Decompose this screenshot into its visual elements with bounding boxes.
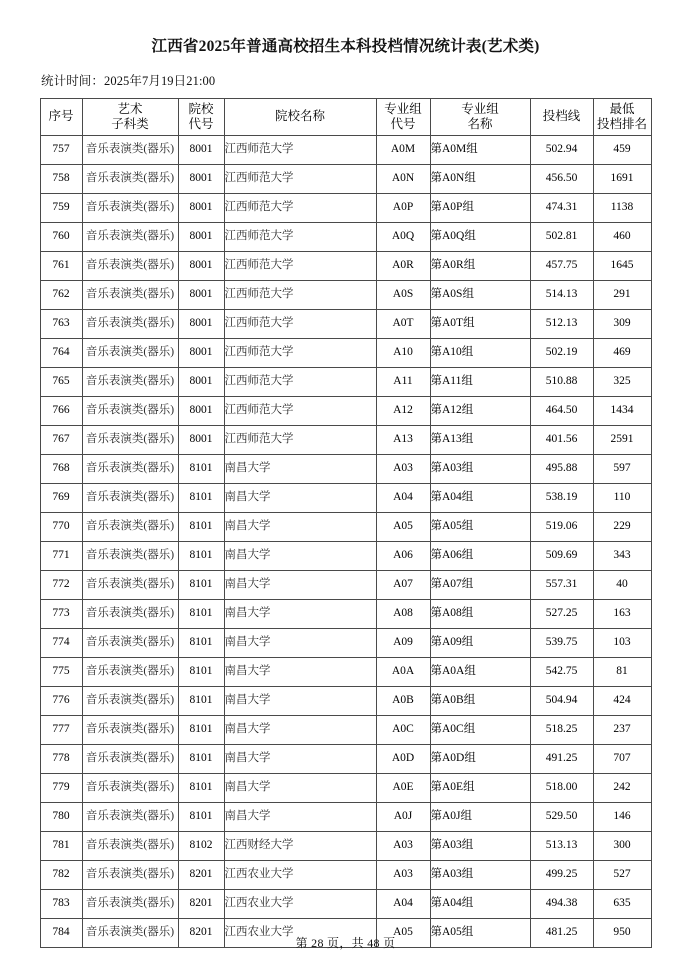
cell-sequence: 761 [40, 251, 82, 280]
table-row [40, 483, 651, 512]
cell-college-code: 8001 [178, 309, 224, 338]
table-row [40, 164, 651, 193]
cell-admission-score: 495.88 [530, 454, 593, 483]
cell-sequence: 765 [40, 367, 82, 396]
cell-admission-score: 509.69 [530, 541, 593, 570]
cell-group-code: A0M [376, 135, 430, 164]
cell-college-code: 8101 [178, 541, 224, 570]
table-row [40, 686, 651, 715]
cell-college-name: 南昌大学 [224, 599, 376, 628]
cell-sequence: 758 [40, 164, 82, 193]
cell-group-code: A08 [376, 599, 430, 628]
cell-lowest-rank: 309 [593, 309, 651, 338]
cell-art-subcategory: 音乐表演类(器乐) [82, 860, 178, 889]
cell-college-code: 8001 [178, 367, 224, 396]
cell-group-name: 第A0Q组 [430, 222, 530, 251]
cell-lowest-rank: 325 [593, 367, 651, 396]
cell-admission-score: 502.81 [530, 222, 593, 251]
cell-group-code: A0E [376, 773, 430, 802]
cell-group-name: 第A07组 [430, 570, 530, 599]
cell-admission-score: 529.50 [530, 802, 593, 831]
table-row [40, 280, 651, 309]
cell-college-name: 南昌大学 [224, 773, 376, 802]
cell-admission-score: 502.19 [530, 338, 593, 367]
cell-group-name: 第A0E组 [430, 773, 530, 802]
cell-admission-score: 401.56 [530, 425, 593, 454]
cell-art-subcategory: 音乐表演类(器乐) [82, 744, 178, 773]
page-footer: 第 28 页，共 48 页 [295, 936, 396, 950]
cell-lowest-rank: 291 [593, 280, 651, 309]
cell-admission-score: 539.75 [530, 628, 593, 657]
table-row [40, 512, 651, 541]
cell-lowest-rank: 81 [593, 657, 651, 686]
cell-group-name: 第A06组 [430, 541, 530, 570]
cell-college-code: 8001 [178, 280, 224, 309]
cell-college-code: 8101 [178, 715, 224, 744]
cell-group-code: A11 [376, 367, 430, 396]
cell-college-name: 江西农业大学 [224, 889, 376, 918]
cell-art-subcategory: 音乐表演类(器乐) [82, 512, 178, 541]
cell-art-subcategory: 音乐表演类(器乐) [82, 251, 178, 280]
cell-sequence: 772 [40, 570, 82, 599]
table-row [40, 193, 651, 222]
page-title: 江西省2025年普通高校招生本科投档情况统计表(艺术类) [151, 38, 540, 55]
cell-college-name: 江西农业大学 [224, 918, 376, 947]
header-art-subcategory-line1: 艺术 [117, 101, 143, 116]
cell-admission-score: 494.38 [530, 889, 593, 918]
cell-group-name: 第A10组 [430, 338, 530, 367]
cell-sequence: 760 [40, 222, 82, 251]
cell-college-code: 8101 [178, 802, 224, 831]
table-row [40, 860, 651, 889]
table-row [40, 222, 651, 251]
cell-college-code: 8201 [178, 860, 224, 889]
cell-art-subcategory: 音乐表演类(器乐) [82, 918, 178, 947]
cell-sequence: 771 [40, 541, 82, 570]
cell-admission-score: 457.75 [530, 251, 593, 280]
table-row [40, 367, 651, 396]
cell-college-name: 江西师范大学 [224, 280, 376, 309]
cell-lowest-rank: 460 [593, 222, 651, 251]
cell-college-name: 南昌大学 [224, 715, 376, 744]
cell-group-code: A04 [376, 889, 430, 918]
cell-college-name: 南昌大学 [224, 686, 376, 715]
header-group-code-line1: 专业组 [384, 101, 422, 116]
cell-group-code: A0A [376, 657, 430, 686]
table-row [40, 657, 651, 686]
cell-college-name: 江西师范大学 [224, 309, 376, 338]
cell-admission-score: 502.94 [530, 135, 593, 164]
cell-sequence: 784 [40, 918, 82, 947]
header-college-name-label: 院校名称 [274, 108, 325, 123]
cell-art-subcategory: 音乐表演类(器乐) [82, 309, 178, 338]
table-row [40, 425, 651, 454]
cell-group-code: A0B [376, 686, 430, 715]
cell-group-code: A0C [376, 715, 430, 744]
cell-college-code: 8101 [178, 773, 224, 802]
header-group-code-line2: 代号 [390, 116, 416, 131]
cell-college-code: 8102 [178, 831, 224, 860]
cell-admission-score: 542.75 [530, 657, 593, 686]
cell-art-subcategory: 音乐表演类(器乐) [82, 657, 178, 686]
cell-group-name: 第A0D组 [430, 744, 530, 773]
cell-sequence: 774 [40, 628, 82, 657]
cell-lowest-rank: 110 [593, 483, 651, 512]
cell-college-code: 8101 [178, 686, 224, 715]
cell-college-code: 8101 [178, 657, 224, 686]
cell-art-subcategory: 音乐表演类(器乐) [82, 541, 178, 570]
cell-art-subcategory: 音乐表演类(器乐) [82, 715, 178, 744]
cell-art-subcategory: 音乐表演类(器乐) [82, 280, 178, 309]
cell-college-name: 江西农业大学 [224, 860, 376, 889]
cell-sequence: 781 [40, 831, 82, 860]
cell-admission-score: 538.19 [530, 483, 593, 512]
cell-college-code: 8001 [178, 222, 224, 251]
cell-group-name: 第A04组 [430, 889, 530, 918]
cell-lowest-rank: 527 [593, 860, 651, 889]
cell-college-name: 江西师范大学 [224, 367, 376, 396]
cell-group-name: 第A13组 [430, 425, 530, 454]
cell-college-name: 南昌大学 [224, 744, 376, 773]
header-sequence [40, 98, 82, 135]
cell-lowest-rank: 300 [593, 831, 651, 860]
cell-group-code: A0D [376, 744, 430, 773]
header-sequence-label: 序号 [48, 108, 74, 123]
cell-lowest-rank: 1691 [593, 164, 651, 193]
cell-group-name: 第A0S组 [430, 280, 530, 309]
cell-college-name: 南昌大学 [224, 570, 376, 599]
cell-sequence: 762 [40, 280, 82, 309]
cell-sequence: 779 [40, 773, 82, 802]
cell-college-name: 南昌大学 [224, 541, 376, 570]
cell-admission-score: 513.13 [530, 831, 593, 860]
cell-group-code: A0S [376, 280, 430, 309]
cell-group-code: A0T [376, 309, 430, 338]
cell-admission-score: 481.25 [530, 918, 593, 947]
cell-sequence: 767 [40, 425, 82, 454]
statistics-time-label: 统计时间：2025年7月19日21:00 [41, 73, 216, 88]
cell-group-name: 第A0C组 [430, 715, 530, 744]
cell-group-code: A0N [376, 164, 430, 193]
cell-college-code: 8001 [178, 338, 224, 367]
cell-college-code: 8201 [178, 918, 224, 947]
cell-college-name: 江西师范大学 [224, 135, 376, 164]
cell-group-name: 第A09组 [430, 628, 530, 657]
table-row [40, 541, 651, 570]
table-row [40, 454, 651, 483]
cell-lowest-rank: 163 [593, 599, 651, 628]
cell-group-name: 第A03组 [430, 454, 530, 483]
cell-college-name: 江西师范大学 [224, 193, 376, 222]
cell-sequence: 773 [40, 599, 82, 628]
cell-lowest-rank: 2591 [593, 425, 651, 454]
header-college-code-line1: 院校 [188, 101, 214, 116]
cell-lowest-rank: 707 [593, 744, 651, 773]
cell-admission-score: 474.31 [530, 193, 593, 222]
cell-group-name: 第A0N组 [430, 164, 530, 193]
table-row [40, 599, 651, 628]
header-lowest-rank-line2: 投档排名 [596, 116, 647, 131]
cell-group-code: A03 [376, 860, 430, 889]
cell-sequence: 759 [40, 193, 82, 222]
cell-art-subcategory: 音乐表演类(器乐) [82, 599, 178, 628]
cell-college-code: 8101 [178, 599, 224, 628]
cell-college-code: 8001 [178, 396, 224, 425]
cell-art-subcategory: 音乐表演类(器乐) [82, 570, 178, 599]
cell-sequence: 766 [40, 396, 82, 425]
cell-group-name: 第A12组 [430, 396, 530, 425]
admission-statistics-table [40, 98, 652, 948]
cell-lowest-rank: 103 [593, 628, 651, 657]
cell-sequence: 768 [40, 454, 82, 483]
table-header-row [40, 98, 651, 135]
cell-lowest-rank: 1138 [593, 193, 651, 222]
cell-admission-score: 519.06 [530, 512, 593, 541]
header-lowest-rank-line1: 最低 [609, 101, 635, 116]
cell-group-name: 第A11组 [430, 367, 530, 396]
cell-group-name: 第A0P组 [430, 193, 530, 222]
cell-group-code: A0P [376, 193, 430, 222]
cell-sequence: 769 [40, 483, 82, 512]
cell-college-name: 南昌大学 [224, 454, 376, 483]
cell-group-name: 第A0A组 [430, 657, 530, 686]
cell-group-name: 第A03组 [430, 860, 530, 889]
cell-college-name: 江西师范大学 [224, 338, 376, 367]
cell-group-code: A07 [376, 570, 430, 599]
cell-group-code: A0J [376, 802, 430, 831]
cell-college-name: 南昌大学 [224, 802, 376, 831]
cell-art-subcategory: 音乐表演类(器乐) [82, 773, 178, 802]
cell-lowest-rank: 469 [593, 338, 651, 367]
cell-group-name: 第A0T组 [430, 309, 530, 338]
cell-college-name: 江西师范大学 [224, 251, 376, 280]
cell-group-name: 第A04组 [430, 483, 530, 512]
table-row [40, 773, 651, 802]
table-row [40, 396, 651, 425]
cell-group-name: 第A05组 [430, 918, 530, 947]
cell-lowest-rank: 237 [593, 715, 651, 744]
cell-college-name: 江西师范大学 [224, 222, 376, 251]
cell-group-code: A0R [376, 251, 430, 280]
cell-sequence: 778 [40, 744, 82, 773]
cell-lowest-rank: 229 [593, 512, 651, 541]
cell-admission-score: 557.31 [530, 570, 593, 599]
header-group-name [430, 98, 530, 135]
header-art-subcategory-line2: 子科类 [111, 116, 149, 131]
table-row [40, 628, 651, 657]
cell-sequence: 764 [40, 338, 82, 367]
cell-group-code: A10 [376, 338, 430, 367]
header-group-name-line2: 名称 [467, 116, 493, 131]
cell-group-code: A06 [376, 541, 430, 570]
cell-lowest-rank: 1434 [593, 396, 651, 425]
cell-group-name: 第A0J组 [430, 802, 530, 831]
cell-college-name: 南昌大学 [224, 483, 376, 512]
cell-admission-score: 456.50 [530, 164, 593, 193]
table-row [40, 570, 651, 599]
cell-art-subcategory: 音乐表演类(器乐) [82, 454, 178, 483]
cell-admission-score: 518.00 [530, 773, 593, 802]
cell-admission-score: 512.13 [530, 309, 593, 338]
table-row [40, 715, 651, 744]
cell-college-code: 8101 [178, 454, 224, 483]
cell-college-name: 南昌大学 [224, 628, 376, 657]
header-college-code [178, 98, 224, 135]
cell-art-subcategory: 音乐表演类(器乐) [82, 831, 178, 860]
cell-college-code: 8001 [178, 193, 224, 222]
table-row [40, 831, 651, 860]
cell-sequence: 757 [40, 135, 82, 164]
header-admission-score-label: 投档线 [542, 108, 581, 123]
cell-college-name: 江西师范大学 [224, 425, 376, 454]
cell-art-subcategory: 音乐表演类(器乐) [82, 367, 178, 396]
cell-sequence: 777 [40, 715, 82, 744]
cell-art-subcategory: 音乐表演类(器乐) [82, 483, 178, 512]
cell-group-code: A13 [376, 425, 430, 454]
cell-art-subcategory: 音乐表演类(器乐) [82, 396, 178, 425]
cell-admission-score: 491.25 [530, 744, 593, 773]
cell-group-code: A03 [376, 454, 430, 483]
cell-group-name: 第A0B组 [430, 686, 530, 715]
cell-group-code: A0Q [376, 222, 430, 251]
cell-sequence: 770 [40, 512, 82, 541]
cell-sequence: 783 [40, 889, 82, 918]
cell-admission-score: 510.88 [530, 367, 593, 396]
table-row [40, 338, 651, 367]
cell-sequence: 776 [40, 686, 82, 715]
cell-sequence: 775 [40, 657, 82, 686]
cell-group-name: 第A08组 [430, 599, 530, 628]
cell-art-subcategory: 音乐表演类(器乐) [82, 222, 178, 251]
header-college-code-line2: 代号 [188, 116, 214, 131]
cell-college-code: 8101 [178, 628, 224, 657]
table-body [40, 135, 651, 947]
cell-college-name: 江西师范大学 [224, 164, 376, 193]
cell-group-code: A04 [376, 483, 430, 512]
cell-college-code: 8001 [178, 135, 224, 164]
cell-group-name: 第A0M组 [430, 135, 530, 164]
cell-lowest-rank: 146 [593, 802, 651, 831]
cell-group-code: A03 [376, 831, 430, 860]
cell-lowest-rank: 635 [593, 889, 651, 918]
cell-art-subcategory: 音乐表演类(器乐) [82, 686, 178, 715]
table-row [40, 744, 651, 773]
cell-lowest-rank: 950 [593, 918, 651, 947]
cell-college-code: 8001 [178, 251, 224, 280]
header-college-name [224, 98, 376, 135]
table-row [40, 309, 651, 338]
cell-college-name: 南昌大学 [224, 657, 376, 686]
cell-art-subcategory: 音乐表演类(器乐) [82, 193, 178, 222]
cell-art-subcategory: 音乐表演类(器乐) [82, 889, 178, 918]
cell-lowest-rank: 343 [593, 541, 651, 570]
cell-lowest-rank: 459 [593, 135, 651, 164]
cell-college-code: 8101 [178, 483, 224, 512]
cell-admission-score: 518.25 [530, 715, 593, 744]
cell-group-name: 第A0R组 [430, 251, 530, 280]
cell-sequence: 782 [40, 860, 82, 889]
cell-lowest-rank: 597 [593, 454, 651, 483]
cell-admission-score: 504.94 [530, 686, 593, 715]
cell-lowest-rank: 1645 [593, 251, 651, 280]
cell-college-name: 江西财经大学 [224, 831, 376, 860]
cell-college-code: 8201 [178, 889, 224, 918]
cell-group-code: A09 [376, 628, 430, 657]
cell-college-name: 江西师范大学 [224, 396, 376, 425]
header-admission-score [530, 98, 593, 135]
cell-group-code: A05 [376, 512, 430, 541]
cell-admission-score: 514.13 [530, 280, 593, 309]
cell-lowest-rank: 424 [593, 686, 651, 715]
cell-college-code: 8101 [178, 570, 224, 599]
cell-college-name: 南昌大学 [224, 512, 376, 541]
cell-admission-score: 499.25 [530, 860, 593, 889]
table-row [40, 802, 651, 831]
cell-art-subcategory: 音乐表演类(器乐) [82, 164, 178, 193]
cell-admission-score: 464.50 [530, 396, 593, 425]
cell-group-name: 第A03组 [430, 831, 530, 860]
table-row [40, 251, 651, 280]
header-group-code [376, 98, 430, 135]
cell-college-code: 8001 [178, 425, 224, 454]
cell-group-code: A12 [376, 396, 430, 425]
table-row [40, 889, 651, 918]
cell-college-code: 8101 [178, 744, 224, 773]
header-lowest-rank [593, 98, 651, 135]
cell-lowest-rank: 40 [593, 570, 651, 599]
cell-sequence: 763 [40, 309, 82, 338]
cell-group-code: A05 [376, 918, 430, 947]
cell-lowest-rank: 242 [593, 773, 651, 802]
cell-art-subcategory: 音乐表演类(器乐) [82, 135, 178, 164]
header-group-name-line1: 专业组 [461, 101, 499, 116]
cell-college-code: 8101 [178, 512, 224, 541]
cell-art-subcategory: 音乐表演类(器乐) [82, 802, 178, 831]
cell-sequence: 780 [40, 802, 82, 831]
cell-college-code: 8001 [178, 164, 224, 193]
cell-admission-score: 527.25 [530, 599, 593, 628]
cell-art-subcategory: 音乐表演类(器乐) [82, 338, 178, 367]
header-art-subcategory [82, 98, 178, 135]
cell-group-name: 第A05组 [430, 512, 530, 541]
cell-art-subcategory: 音乐表演类(器乐) [82, 628, 178, 657]
cell-art-subcategory: 音乐表演类(器乐) [82, 425, 178, 454]
table-row [40, 135, 651, 164]
